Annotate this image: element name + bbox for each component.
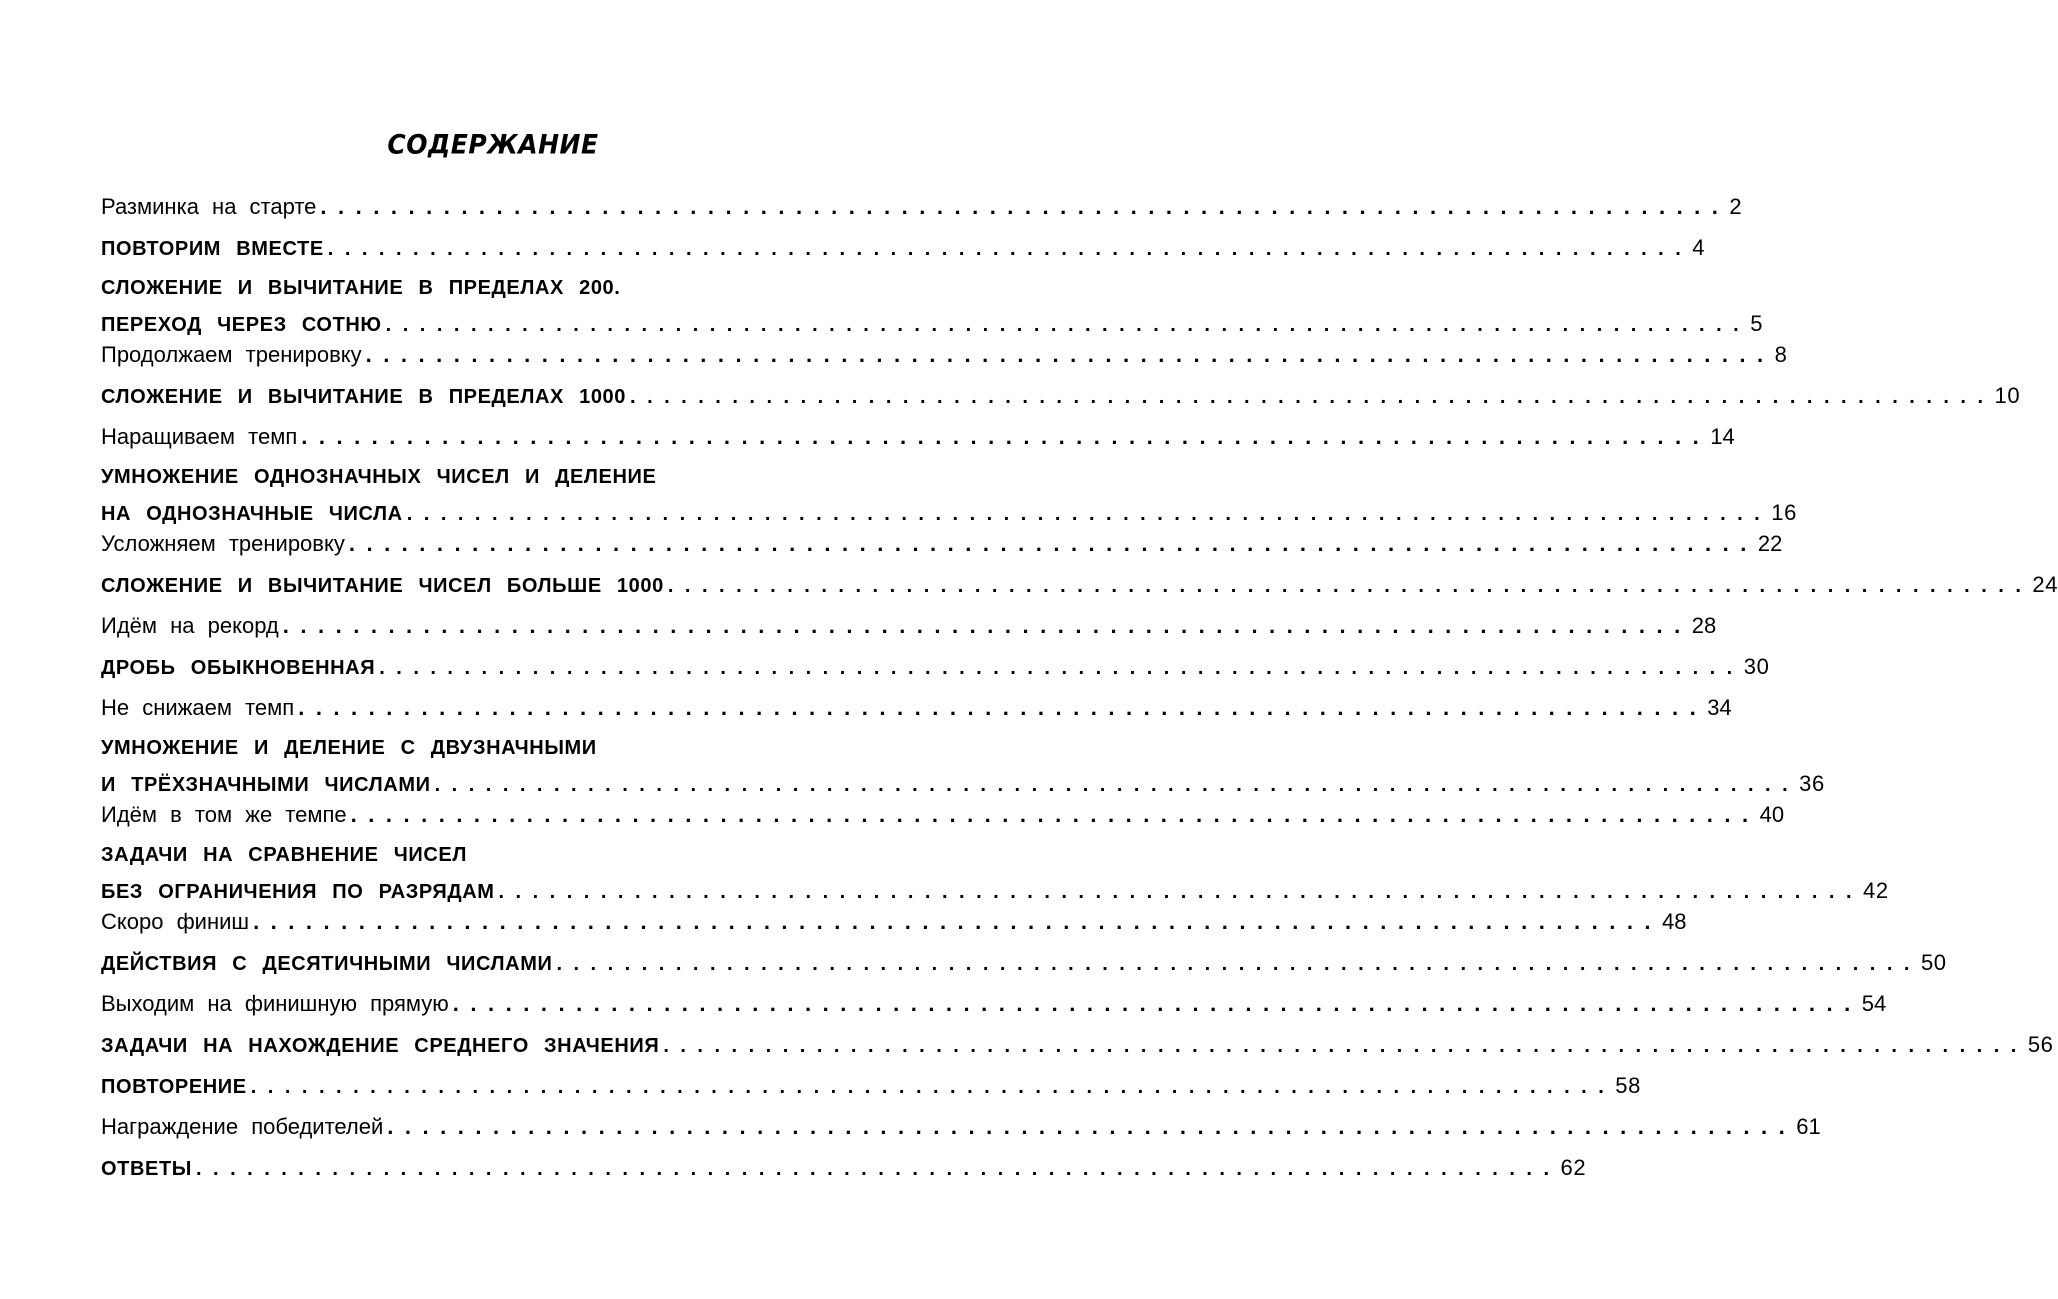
dot-leader: ................................................................................ [630,386,1995,408]
toc-entry-title-line: Разминка на старте [101,194,317,219]
dot-leader: ................................................................................ [320,194,1730,219]
dot-leader: ................................................................................ [250,1076,1616,1098]
toc-entry-title-line: БЕЗ ОГРАНИЧЕНИЯ ПО РАЗРЯДАМ [101,881,495,903]
toc-entry-row [101,567,2058,602]
toc-entry-title-line: НА ОДНОЗНАЧНЫЕ ЧИСЛА [101,503,403,525]
toc-entry-title-line: Не снижаем темп [101,695,295,720]
toc-entry [101,567,2058,602]
toc-entry [101,419,1735,454]
toc-entry-row [101,1068,1641,1103]
toc-entry [101,904,1687,939]
dot-leader: ................................................................................ [301,424,1711,449]
dot-leader: ................................................................................ [434,774,1800,796]
toc-entry-row [101,945,1947,980]
toc-entry-row [101,419,1735,454]
dot-leader: ................................................................................ [387,1114,1797,1139]
toc-entry-title-line: ОТВЕТЫ [101,1158,192,1180]
toc-entry-title-line: ЗАДАЧИ НА СРАВНЕНИЕ ЧИСЕЛ [101,844,467,866]
toc-entry [101,1027,2054,1062]
dot-leader: ................................................................................ [663,1035,2028,1057]
dot-leader: ................................................................................ [348,531,1758,556]
toc-entry [101,649,1770,684]
toc-entry-page-number: 16 [1771,500,1797,525]
toc-entry-row [101,797,1785,832]
toc-entry-title-line: И ТРЁХЗНАЧНЫМИ ЧИСЛАМИ [101,774,431,796]
toc-entry [101,690,1732,725]
toc-entry-page-number: 10 [1994,383,2021,408]
dot-leader: ................................................................................ [498,881,1864,903]
toc-entry [101,460,1797,530]
toc-entry-page-number: 2 [1729,194,1742,219]
toc-entry-title-line: ПОВТОРЕНИЕ [101,1076,247,1098]
toc-entry-title-line: СЛОЖЕНИЕ И ВЫЧИТАНИЕ В ПРЕДЕЛАХ 1000 [101,386,627,408]
dot-leader: ................................................................................ [365,342,1775,367]
toc-entry [101,838,1889,908]
toc-entry-page-number: 36 [1799,771,1825,796]
toc-entry [101,1150,1587,1185]
dot-leader: ................................................................................ [385,314,1751,336]
toc-entry-title-line: Усложняем тренировку [101,531,345,556]
toc-entry-title-line: ПЕРЕХОД ЧЕРЕЗ СОТНЮ [101,314,382,336]
toc-entry [101,1109,1821,1144]
toc-entry [101,797,1785,832]
toc-entry-row [101,690,1732,725]
toc-entry-row [101,904,1687,939]
toc-entry-page-number: 34 [1707,695,1732,720]
toc-entry-row [101,495,1797,530]
toc-entry-title-line: Награждение победителей [101,1114,384,1139]
toc-entry-row [101,526,1783,561]
toc-entry-title-line: СЛОЖЕНИЕ И ВЫЧИТАНИЕ ЧИСЕЛ БОЛЬШЕ 1000 [101,575,664,597]
toc-entry-page-number: 8 [1774,342,1787,367]
toc-entry-row [101,306,1764,341]
dot-leader: ................................................................................ [379,657,1744,679]
toc-entry-page-number: 4 [1692,235,1706,260]
toc-entry-page-number: 61 [1796,1114,1821,1139]
dot-leader: ................................................................................ [406,503,1772,525]
toc-entry [101,378,2021,413]
toc-entry [101,945,1947,980]
toc-entry-page-number: 62 [1560,1155,1587,1180]
toc-entry-row [101,337,1787,372]
toc-entry-page-number: 58 [1615,1073,1641,1098]
toc-entry-page-number: 14 [1710,424,1735,449]
page-title: СОДЕРЖАНИЕ [387,129,599,160]
toc-entry-page-number: 30 [1743,654,1770,679]
toc-entry [101,230,1706,265]
dot-leader: ................................................................................ [327,238,1693,260]
dot-leader: ................................................................................ [298,695,1708,720]
toc-entry-title-line: СЛОЖЕНИЕ И ВЫЧИТАНИЕ В ПРЕДЕЛАХ 200. [101,277,621,299]
dot-leader: ................................................................................ [667,575,2033,597]
toc-entry-title-line: ДРОБЬ ОБЫКНОВЕННАЯ [101,657,376,679]
toc-entry-page-number: 28 [1691,613,1717,638]
toc-entry [101,731,1825,801]
toc-entry [101,986,1887,1021]
toc-entry-page-number: 54 [1861,991,1887,1016]
toc-entry-title-line: Наращиваем темп [101,424,298,449]
toc-entry-row [101,766,1825,801]
toc-entry-page-number: 42 [1863,878,1889,903]
dot-leader: ................................................................................ [282,613,1692,638]
toc-entry-page-number: 5 [1750,311,1764,336]
toc-entry-title-line: ЗАДАЧИ НА НАХОЖДЕНИЕ СРЕДНЕГО ЗНАЧЕНИЯ [101,1035,660,1057]
toc-entry [101,189,1742,224]
toc-entry [101,608,1717,643]
toc-entry-title-line: Идём в том же темпе [101,802,347,827]
toc-entry [101,526,1783,561]
toc-entry [101,337,1787,372]
toc-entry-row [101,986,1887,1021]
toc-entry-title-line: Выходим на финишную прямую [101,991,449,1016]
toc-entry-page-number: 48 [1662,909,1687,934]
toc-entry-row [101,608,1717,643]
toc-entry-row [101,230,1706,265]
toc-entry [101,271,1764,341]
dot-leader: ................................................................................ [556,953,1921,975]
toc-entry-row [101,649,1770,684]
toc-entry-title-line: Продолжаем тренировку [101,342,362,367]
toc-entry-page-number: 40 [1759,802,1785,827]
dot-leader: ................................................................................ [253,909,1663,934]
toc-entry-page-number: 56 [2027,1032,2054,1057]
toc-entry-title-line: ПОВТОРИМ ВМЕСТЕ [101,238,324,260]
dot-leader: ................................................................................ [452,991,1862,1016]
toc-entry-row [101,873,1889,908]
toc-entry-title-line: Идём на рекорд [101,613,279,638]
toc-entry-title-line: УМНОЖЕНИЕ ОДНОЗНАЧНЫХ ЧИСЕЛ И ДЕЛЕНИЕ [101,466,657,488]
toc-entry-row [101,378,2021,413]
toc-entry-row [101,1027,2054,1062]
dot-leader: ................................................................................ [195,1158,1561,1180]
toc-entry-row [101,1150,1587,1185]
toc-entry [101,1068,1641,1103]
toc-entry-title-line: УМНОЖЕНИЕ И ДЕЛЕНИЕ С ДВУЗНАЧНЫМИ [101,737,597,759]
toc-entry-row [101,189,1742,224]
toc-entry-page-number: 22 [1757,531,1783,556]
toc-entry-title-line: Скоро финиш [101,909,250,934]
toc-entry-page-number: 50 [1920,950,1947,975]
toc-entry-row [101,1109,1821,1144]
toc-entry-title-line: ДЕЙСТВИЯ С ДЕСЯТИЧНЫМИ ЧИСЛАМИ [101,953,553,975]
toc-entry-page-number: 24 [2032,572,2058,597]
dot-leader: ................................................................................ [350,802,1760,827]
